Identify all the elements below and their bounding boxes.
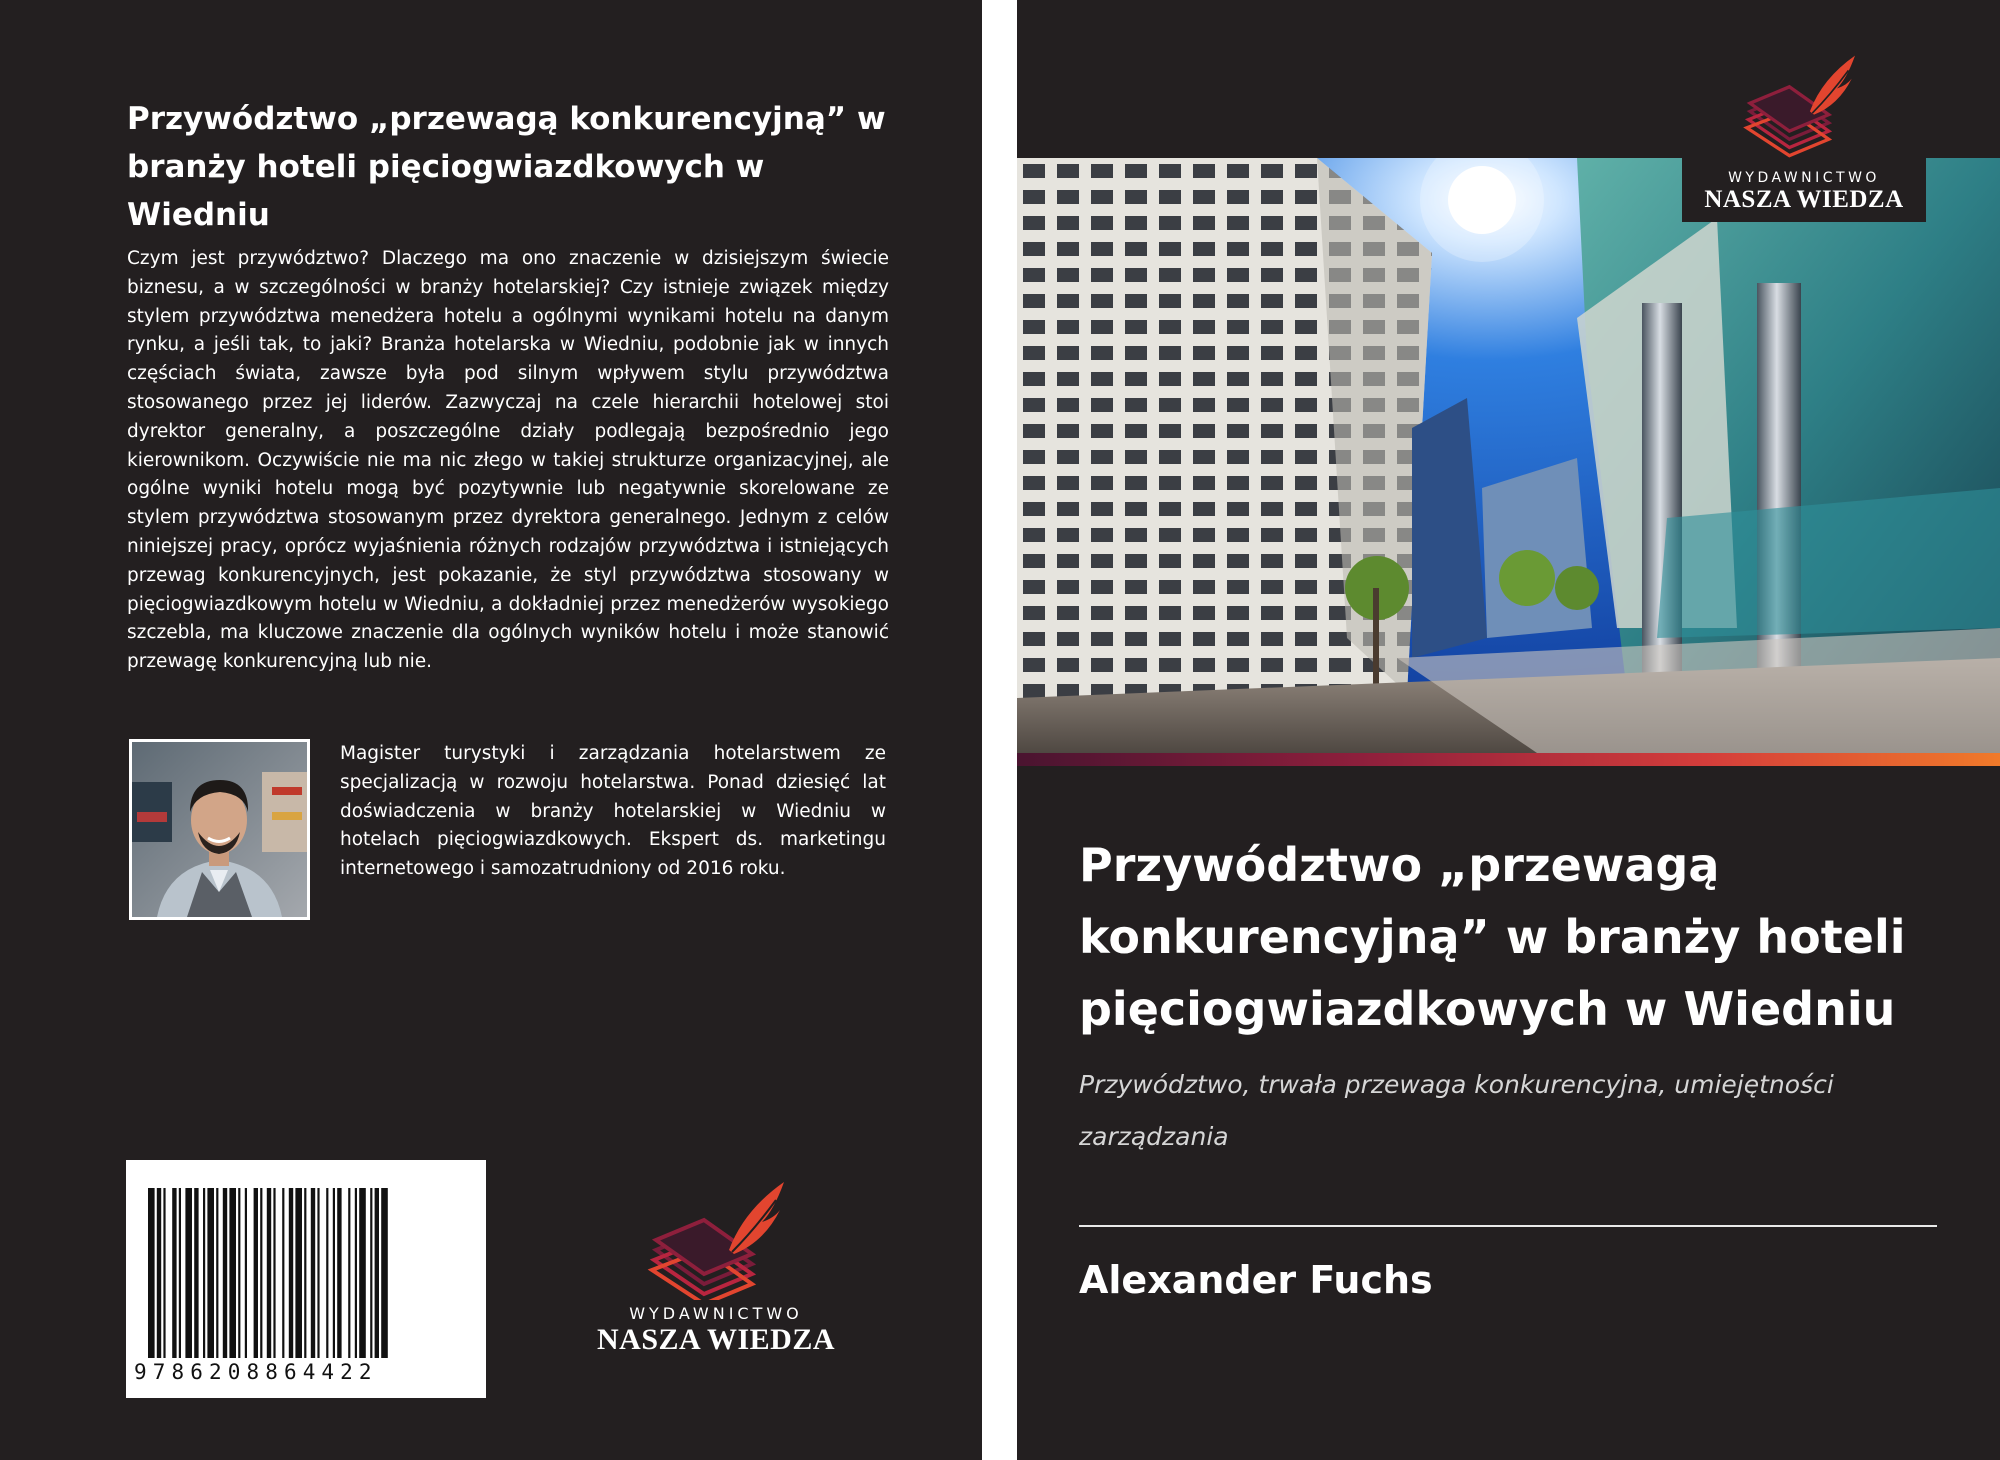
barcode-bar bbox=[223, 1188, 227, 1358]
barcode-bar bbox=[157, 1188, 161, 1358]
back-cover-title: Przywództwo „przewagą konkurencyjną” w branży hoteli pięciogwiazdkowych w Wiedniu bbox=[127, 101, 886, 233]
accent-strip bbox=[1017, 753, 2000, 766]
barcode-bar bbox=[216, 1188, 218, 1358]
barcode-bar bbox=[254, 1188, 258, 1358]
title-divider bbox=[1079, 1225, 1937, 1227]
cover-photo bbox=[1017, 158, 2000, 753]
barcode-bar bbox=[348, 1188, 350, 1358]
barcode-bar bbox=[245, 1188, 247, 1358]
barcode-bar bbox=[203, 1188, 205, 1358]
barcode-bar bbox=[311, 1188, 315, 1358]
barcode-bar bbox=[273, 1188, 275, 1358]
barcode-bar bbox=[326, 1188, 328, 1358]
publisher-small-label: WYDAWNICTWO bbox=[629, 1304, 803, 1323]
front-cover bbox=[1017, 0, 2000, 1460]
barcode-bar bbox=[260, 1188, 262, 1358]
barcode-bar bbox=[381, 1188, 388, 1358]
front-publisher-logo bbox=[1682, 50, 1926, 222]
barcode-bar bbox=[172, 1188, 176, 1358]
barcode-bar bbox=[370, 1188, 372, 1358]
back-cover-blurb: Czym jest przywództwo? Dlaczego ma ono znaczenie w dzisiejszym świecie biznesu, a w szczególności w branży hotelarskiej? Czy istnieje związek między stylem przywództwa menedżera hotelu a ogólnymi wynikami hotelu na danym rynku, a jeśli tak, to jaki? Branża hotelarska w Wiedniu, podobnie jak w innych częściach świata, zawsze była pod silnym wpływem stylu przywództwa stosowanego przez jej liderów. Zazwyczaj na czele hierarchii hotelowej stoi dyrektor generalny, a poszczególne działy podlegają bezpośrednio jego kierownikom. Oczywiście nie ma nic złego w takiej strukturze organizacyjnej, ale ogólne wyniki hotelu mogą być pozytywnie lub negatywnie skorelowane ze stylem przywództwa stosowanym przez dyrektora generalnego. Jednym z celów niniejszej pracy, oprócz wyjaśnienia różnych rodzajów przywództwa i istniejących przewag konkurencyjnych, jest pokazanie, że styl przywództwa stosowany w pięciogwiazdkowym hotelu w Wiedniu, a dokładniej przez menedżerów wysokiego szczebla, ma kluczowe znaczenie dla ogólnych wyników hotelu i może stanowić przewagę konkurencyjną lub nie. bbox=[127, 248, 889, 673]
book-quill-icon bbox=[1682, 50, 1926, 166]
author-bio: Magister turystyki i zarządzania hotelarstwem ze specjalizacją w rozwoju hotelarstwa. Ponad dziesięć lat doświadczenia w branży hotelarskiej w Wiedniu w hotelach pięciogwiazdkowych. Ekspert ds. marketingu internetowego i samozatrudniony od 2016 roku. bbox=[340, 743, 886, 880]
barcode-bar bbox=[337, 1188, 341, 1358]
barcode-bar bbox=[359, 1188, 366, 1358]
back-cover bbox=[0, 0, 982, 1460]
barcode-bar bbox=[295, 1188, 302, 1358]
front-publisher-small-label: WYDAWNICTWO bbox=[1728, 170, 1880, 186]
barcode-bar bbox=[289, 1188, 293, 1358]
front-cover-subtitle: Przywództwo, trwała przewaga konkurencyjna, umiejętności zarządzania bbox=[1079, 1070, 1834, 1151]
barcode-bar bbox=[229, 1188, 236, 1358]
barcode-bar bbox=[148, 1188, 155, 1358]
isbn-digits: 9786208864422 bbox=[134, 1360, 378, 1384]
front-cover-title: Przywództwo „przewagą konkurencyjną” w branży hoteli pięciogwiazdkowych w Wiedniu bbox=[1079, 838, 1906, 1036]
author-photo bbox=[129, 739, 310, 920]
barcode-bar bbox=[333, 1188, 335, 1358]
barcode-bar bbox=[238, 1188, 240, 1358]
barcode-bar bbox=[163, 1188, 165, 1358]
barcode-bar bbox=[375, 1188, 379, 1358]
isbn-barcode bbox=[126, 1160, 486, 1398]
barcode-bar bbox=[267, 1188, 271, 1358]
barcode-bar bbox=[179, 1188, 181, 1358]
book-quill-icon bbox=[586, 1170, 846, 1300]
barcode-bar bbox=[317, 1188, 319, 1358]
publisher-logo bbox=[586, 1170, 846, 1360]
barcode-bar bbox=[282, 1188, 284, 1358]
barcode-bar bbox=[185, 1188, 192, 1358]
barcode-bar bbox=[194, 1188, 198, 1358]
front-publisher-name: NASZA WIEDZA bbox=[1704, 186, 1904, 213]
barcode-bar bbox=[304, 1188, 306, 1358]
publisher-name: NASZA WIEDZA bbox=[596, 1323, 836, 1356]
barcode-bar bbox=[355, 1188, 357, 1358]
barcode-bar bbox=[207, 1188, 214, 1358]
front-cover-author: Alexander Fuchs bbox=[1079, 1258, 1433, 1302]
